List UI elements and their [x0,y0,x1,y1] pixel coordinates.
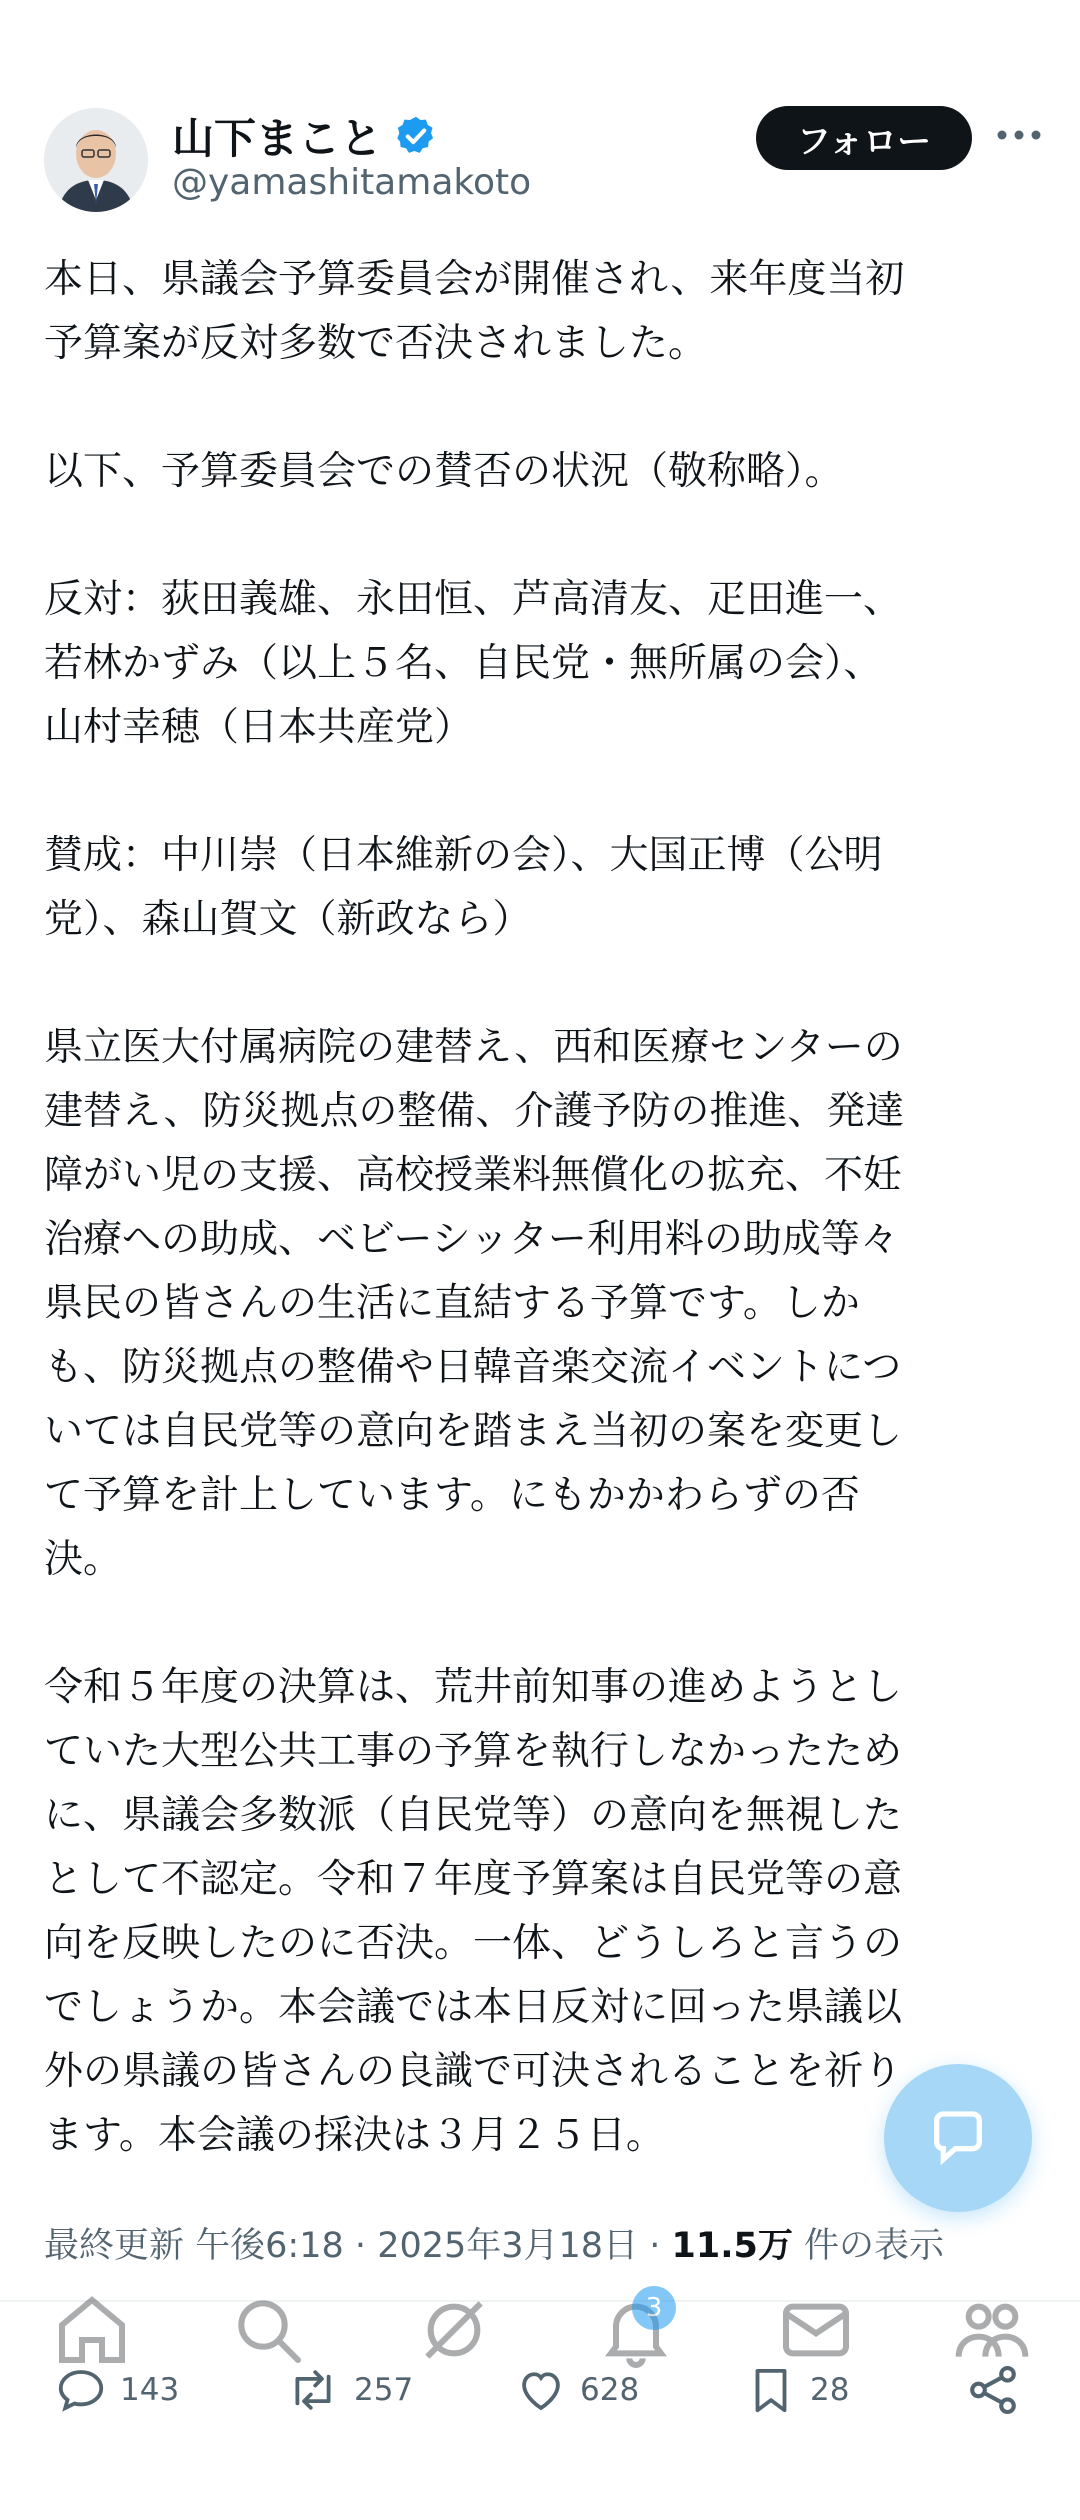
views-label: 件の表示 [804,2226,945,2266]
like-button[interactable] [514,2350,639,2430]
meta-separator-2: · [649,2226,661,2266]
author-handle[interactable]: @yamashitamakoto [172,162,532,203]
reply-count: 143 [120,2372,180,2408]
more-options-icon[interactable] [994,120,1044,150]
heart-icon [514,2363,568,2417]
follow-button[interactable]: フォロー [756,106,972,170]
repost-button[interactable] [284,2350,413,2430]
share-button[interactable] [964,2350,1022,2430]
tweet-actions [44,2350,1044,2430]
meta-date[interactable]: 2025年3月18日 [377,2226,639,2266]
like-count: 628 [580,2372,640,2408]
verified-badge-icon [394,114,438,158]
repost-count: 257 [354,2372,414,2408]
tweet-meta [44,2218,1044,2268]
avatar[interactable] [44,108,148,212]
tweet-header [44,104,1044,224]
compose-fab[interactable] [884,2064,1032,2212]
bookmark-button[interactable] [744,2350,849,2430]
meta-separator: · [354,2226,367,2266]
views-count: 11.5万 [671,2226,793,2266]
author-name[interactable]: 山下まこと [172,114,383,163]
reply-button[interactable] [54,2350,179,2430]
notifications-badge: 3 [632,2286,676,2330]
meta-prefix: 最終更新 [44,2226,185,2266]
author-name-row[interactable] [172,106,438,166]
avatar-portrait-icon [44,108,148,212]
meta-time[interactable]: 午後6:18 [195,2226,344,2266]
bookmark-icon [744,2363,798,2417]
tweet-text: 本日、県議会予算委員会が開催され、来年度当初 予算案が反対多数で否決されました。 以下、予算委員会での賛否の状況（敬称略）。 反対：荻田義雄、永田恒、芦高清友、疋田進一、 若林かずみ（以上５名、自民党・無所属の会）、 山村幸穂（日本共産党） 賛成：中川崇（日本維新の会）、大国正博（公明 党）、森山賀文（新政なら） 県立医大付属病院の建替え、西和医療センターの 建替え、防災拠点の整備、介護予防の推進、発達 障がい児の支援、高校授業料無償化の拡充、不妊 治療への助成、ベビーシッター利用料の助成等々 県民の皆さんの生活に直結する予算です。しか も、防災拠点の整備や日韓音楽交流イベントにつ いては自民党等の意向を踏まえ当初の案を変更し て予算を計上しています。にもかかわらずの否 決。 令和５年度の決算は、荒井前知事の進めようとし ていた大型公共工事の予算を執行しなかったため に、県議会多数派（自民党等）の意向を無視した として不認定。令和７年度予算案は自民党等の意 向を反映したのに否決。一体、どうしろと言うの でしょうか。本会議では本日反対に回った県議以 外の県議の皆さんの良識で可決されることを祈り ます。本会議の採決は３月２５日。 [44,257,905,2158]
divider [0,2300,1080,2302]
bookmark-count: 28 [810,2372,850,2408]
share-icon [964,2361,1022,2419]
chat-bubble-icon [926,2106,990,2170]
reply-icon [54,2363,108,2417]
repost-icon [284,2363,342,2417]
